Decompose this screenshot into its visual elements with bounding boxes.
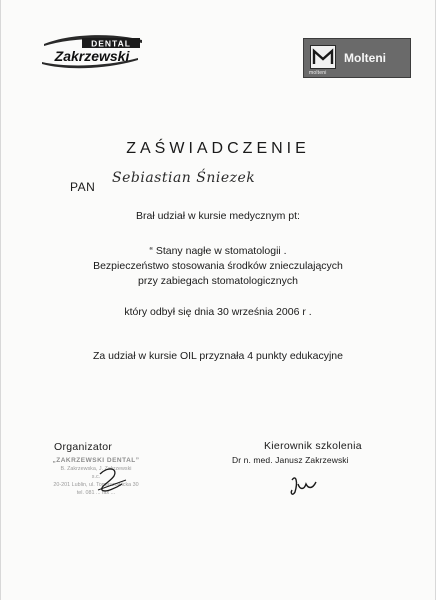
stamp-line-5: tel. 081 ... fax ... — [76, 490, 116, 496]
course-title-line-3: przy zabiegach stomatologicznych — [138, 275, 298, 287]
molteni-logo — [303, 38, 411, 78]
organizer-signature — [78, 460, 138, 500]
dental-zakrzewski-logo — [38, 28, 148, 70]
recipient-name-handwritten: Sebiastian Śniezek — [112, 170, 256, 186]
stamp-line-2: B. Zakrzewska, J. Zakrzewski — [60, 466, 132, 472]
participation-line: Brał udział w kursie medycznym pt: — [136, 210, 300, 222]
training-head-label: Kierownik szkolenia — [264, 440, 362, 452]
recipient-label: PAN — [70, 180, 96, 194]
stamp-line-1: „ZAKRZEWSKI DENTAL” — [52, 457, 140, 464]
stamp-line-3: s.c. — [91, 474, 101, 480]
course-title-line-1: “ Stany nagłe w stomatologii . — [149, 245, 287, 257]
dental-word: DENTAL — [91, 38, 131, 49]
stamp-line-4: 20-201 Lublin, ul. Tomaszowicka 30 — [53, 482, 139, 488]
molteni-name: Molteni — [344, 51, 386, 65]
course-date-line: który odbył się dnia 30 września 2006 r . — [124, 306, 312, 318]
education-points-line: Za udział w kursie OIL przyznała 4 punkty edukacyjne — [93, 350, 343, 362]
zakrzewski-word: Zakrzewski — [54, 48, 130, 64]
training-head-name: Dr n. med. Janusz Zakrzewski — [232, 455, 349, 465]
molteni-small-text: molteni — [309, 70, 327, 76]
scan-edge-left — [0, 0, 1, 600]
molteni-m-icon — [310, 45, 336, 69]
certificate-title: ZAŚWIADCZENIE — [126, 140, 310, 157]
training-head-signature — [286, 470, 326, 498]
course-title-line-2: Bezpieczeństwo stosowania środków znieczulających — [93, 260, 343, 272]
organizer-label: Organizator — [54, 441, 113, 453]
